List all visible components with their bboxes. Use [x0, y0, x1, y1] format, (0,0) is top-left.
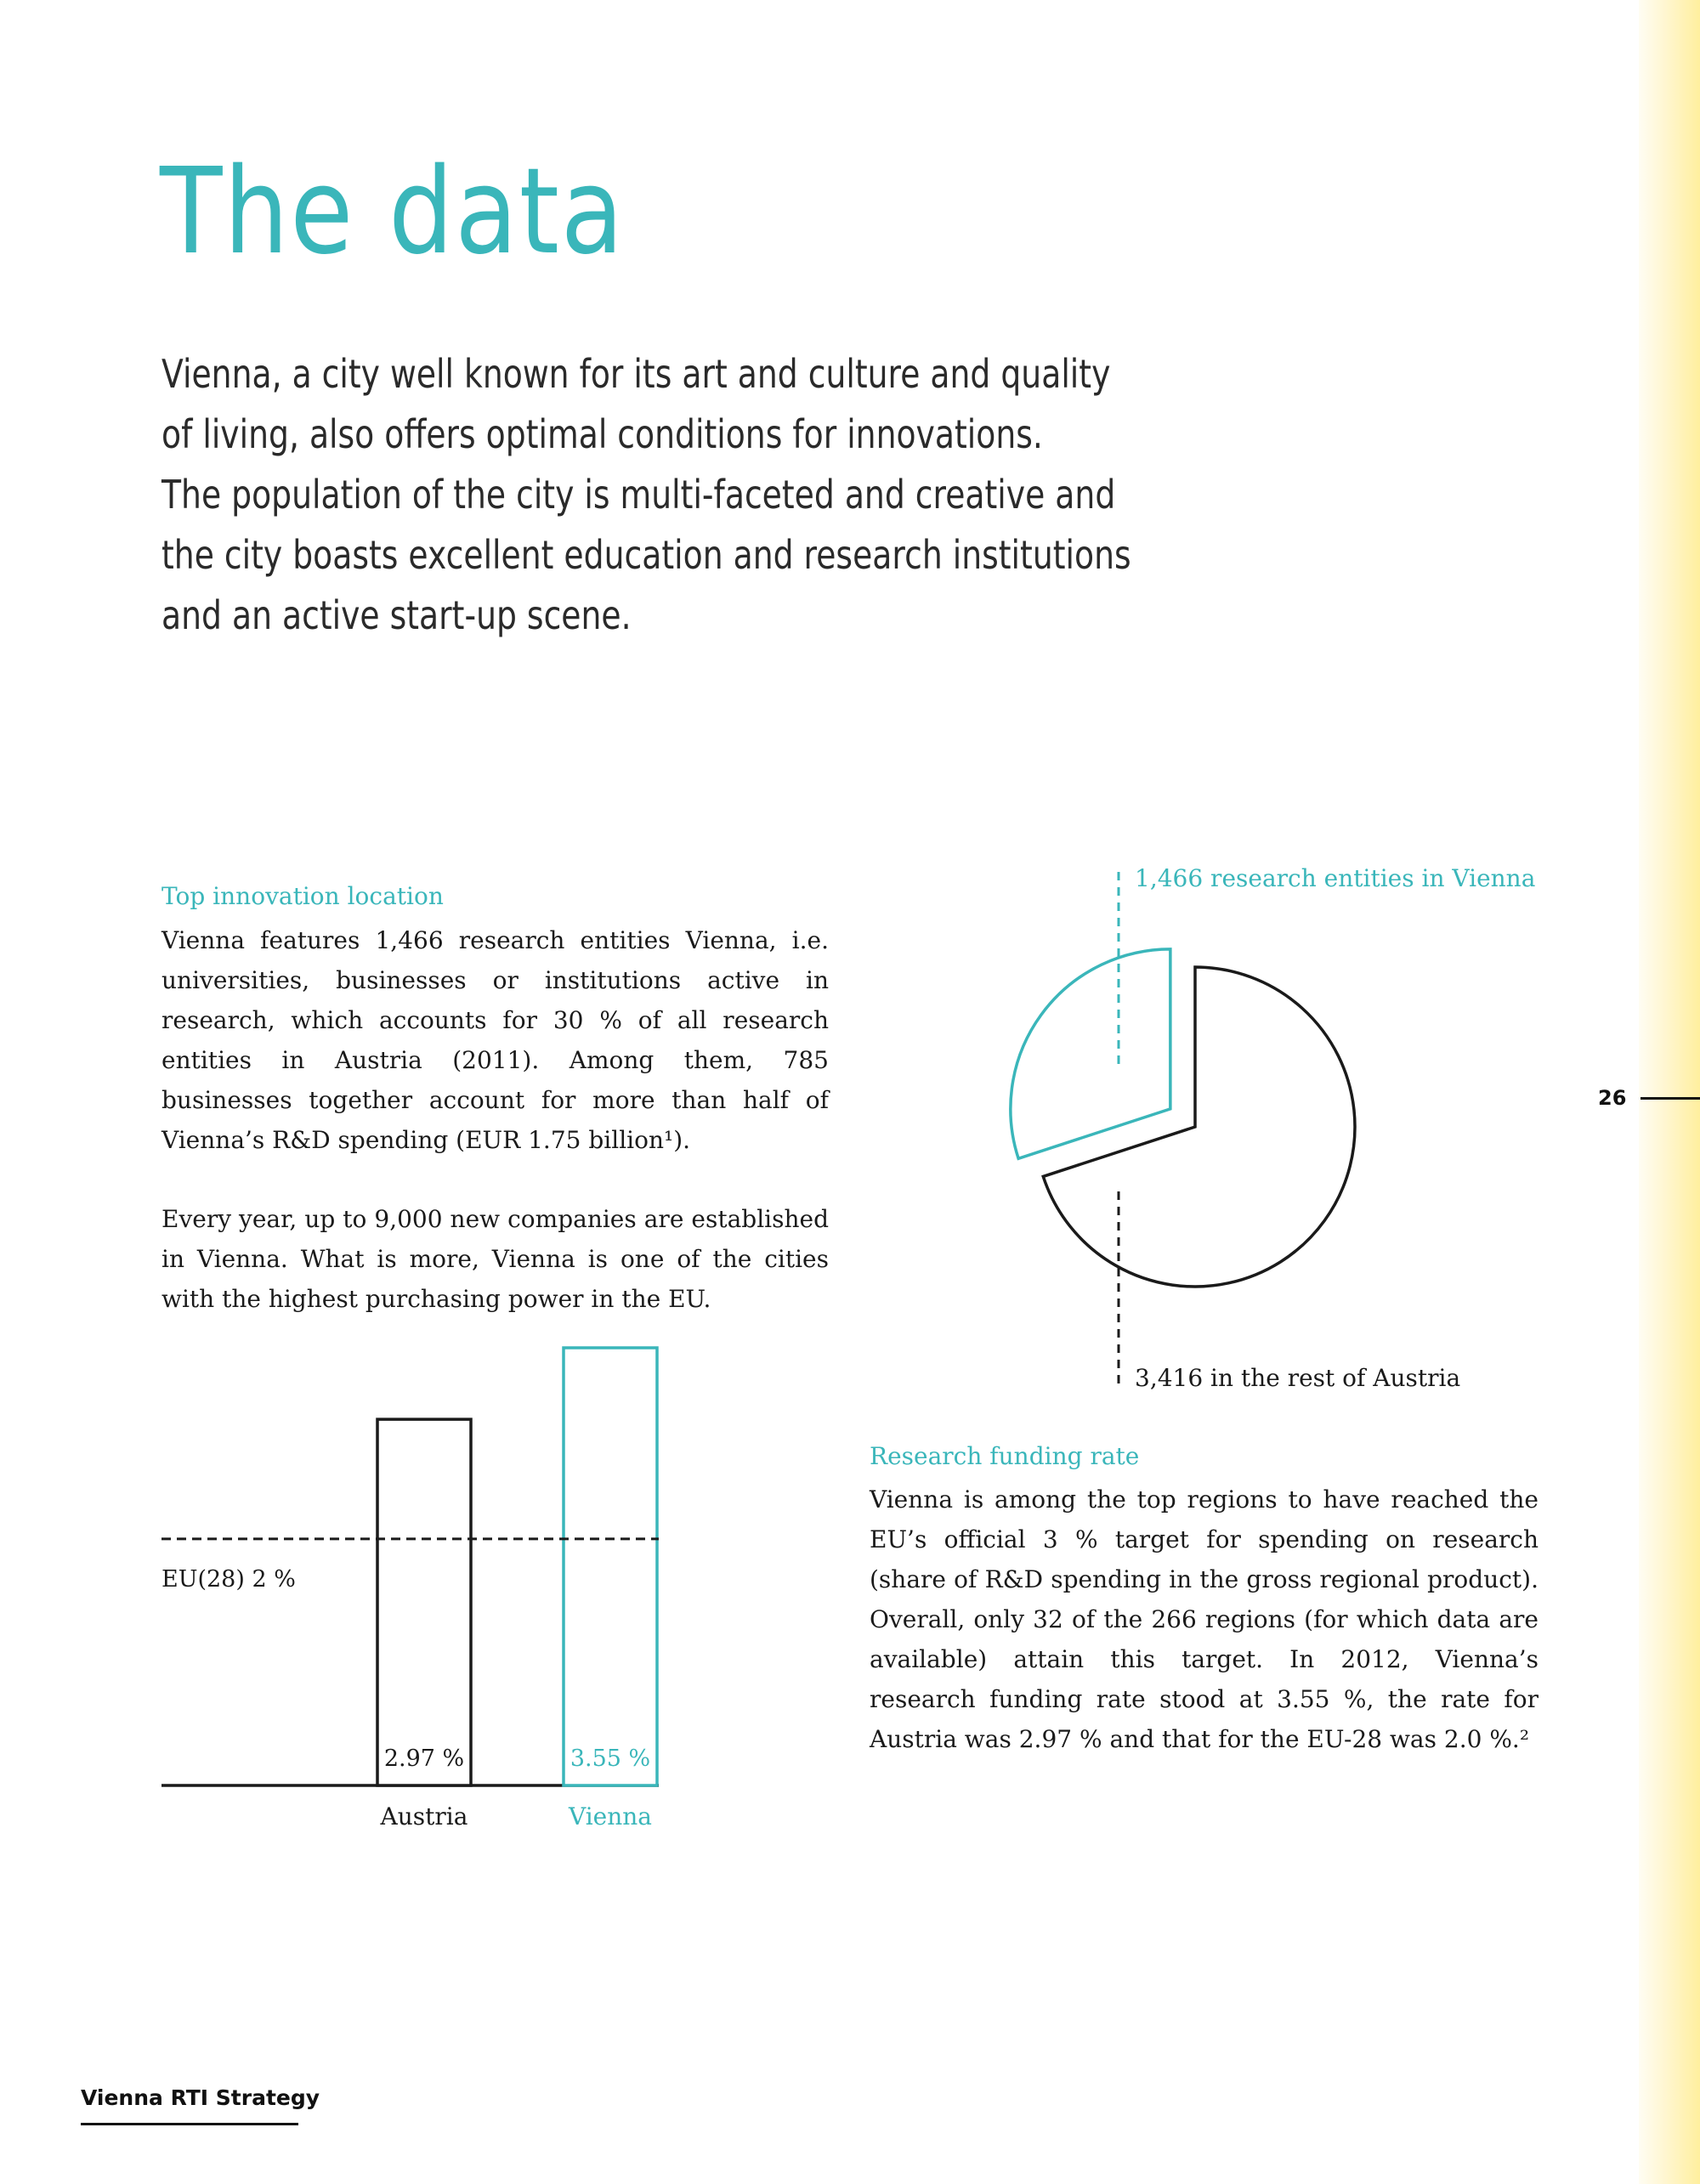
footer-title: Vienna RTI Strategy — [81, 2085, 320, 2110]
bar-value-vienna: 3.55 % — [570, 1746, 651, 1772]
bar-chart — [153, 1334, 697, 1836]
pie-label-vienna: 1,466 research entities in Vienna — [1135, 864, 1536, 892]
page-title: The data — [160, 143, 626, 281]
intro-line: Vienna, a city well known for its art and culture and quality — [162, 351, 1111, 397]
yellow-edge-gradient — [1639, 0, 1700, 2184]
top-innovation-paragraph-1: Vienna features 1,466 research entities Vienna, i.e. universities, businesses or institutions active in research, which accounts for 30 % of all research entities in Austria (2011). Among them, 785 businesses together account for more than half of Vienna’s R&D spending (EUR 1.75 billion¹). — [162, 926, 829, 1154]
intro-line: and an active start-up scene. — [162, 592, 632, 638]
bar-label-austria: Austria — [380, 1802, 468, 1830]
bar-austria — [377, 1419, 471, 1785]
bar-value-austria: 2.97 % — [383, 1746, 465, 1772]
top-innovation-heading: Top innovation location — [162, 882, 444, 910]
eu-reference-label: EU(28) 2 % — [162, 1565, 296, 1593]
page-number: 26 — [1598, 1086, 1627, 1110]
intro-line: of living, also offers optimal conditions for innovations. — [162, 411, 1043, 457]
intro-line: the city boasts excellent education and research institutions — [162, 532, 1131, 578]
pie-slice-vienna — [1011, 949, 1170, 1158]
intro-line: The population of the city is multi-faceted and creative and — [162, 472, 1116, 518]
top-innovation-paragraph-2: Every year, up to 9,000 new companies are established in Vienna. What is more, Vienna is one of the cities with the highest purchasing power in the EU. — [162, 1205, 829, 1313]
bar-vienna — [564, 1348, 657, 1785]
pie-label-rest-of-austria: 3,416 in the rest of Austria — [1135, 1364, 1461, 1392]
research-funding-heading: Research funding rate — [870, 1442, 1140, 1470]
pie-slice-rest-of-austria — [1043, 967, 1355, 1287]
pie-chart — [994, 850, 1572, 1411]
intro-text — [162, 344, 1137, 646]
page-number-rule — [1640, 1097, 1700, 1100]
footer-rule — [81, 2123, 298, 2125]
bar-label-vienna: Vienna — [568, 1802, 653, 1830]
research-funding-paragraph: Vienna is among the top regions to have reached the EU’s official 3 % target for spending on research (share of R&D spending in the gross regional product). Overall, only 32 of the 266 regions (for which data are available) attain this target. In 2012, Vienna’s research funding rate stood at 3.55 %, the rate for Austria was 2.97 % and that for the EU-28 was 2.0 %.² — [870, 1485, 1538, 1753]
